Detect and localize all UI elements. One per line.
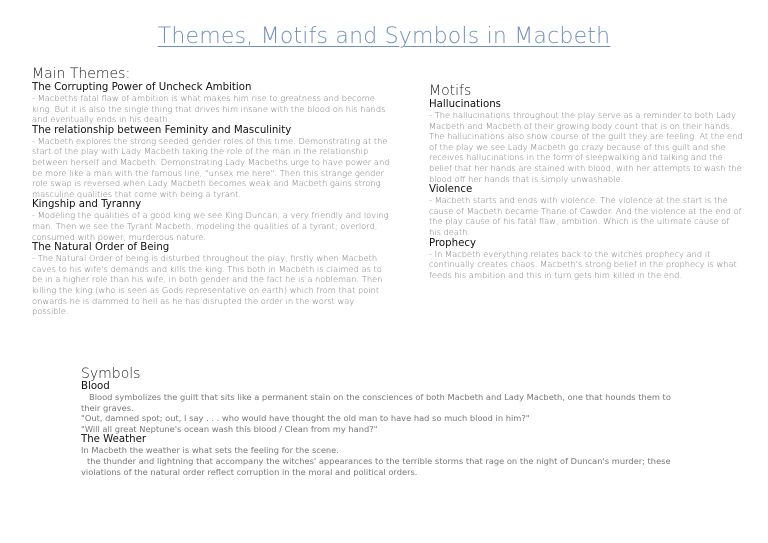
theme-title: The relationship between Feminity and Masculinity [32,124,292,136]
symbol-title: Blood [81,381,110,392]
motifs-column [429,99,743,280]
motif-title: Hallucinations [429,99,501,110]
theme-item-ambition [32,82,390,125]
motif-title: Violence [429,184,473,196]
page-title: Themes, Motifs and Symbols in Macbeth [157,24,611,49]
motif-body: - The hallucinations throughout the play serve as a reminder to both Lady Macbeth and Macbeth of their growing body count that is on their hands. The hallucinations also show course of the guilt they are feeling. At the end of the play we see Lady Macbeth go crazy because of this guilt and she receives hallucinations in the form of sleepwalking and talking and the belief that her hands are stained with blood, with her attempts to wash the blood off her hands that is simply unwashable. [429,110,743,184]
symbol-title: The Weather [81,434,147,446]
symbols-heading: Symbols [81,366,141,382]
motifs-heading: Motifs [429,83,472,99]
theme-body: - The Natural Order of being is disturbed throughout the play, firstly when Macbeth caves to his wife's demands and kills the king. This both in Macbeth is claimed as to be in a higher role than his wife, in both gender and the fact he is a nobleman. Then killing the king (who is seen as Gods representative on earth) which from that point onwards he is dammed to hell as he has disrupted the order in the worst way possible. [32,253,383,317]
symbols-column [81,381,681,477]
symbol-item-blood [81,381,681,434]
motif-item-violence [429,184,743,237]
theme-body: - Modeling the qualities of a good king we see King Duncan; a very friendly and loving man. Then we see the Tyrant Macbeth, modeling the qualities of a tyrant; overlord, consumed with power, murderous nature. [32,210,389,242]
motif-body: - In Macbeth everything relates back to the witches prophecy and it continually creates chaos. Macbeth's strong belief in the prophecy is what feeds his ambition and this in turn gets him killed in the end. [429,248,737,280]
theme-item-gender [32,125,390,200]
symbol-item-weather [81,434,681,477]
theme-title: The Natural Order of Being [32,242,170,254]
theme-body: - Macbeth explores the strong seeded gender roles of this time. Demonstrating at the start of the play with Lady Macbeth taking the role of the man in the relationship between herself and Macbeth. Demonstrating Lady Macbeths urge to have power and be more like a man with the famous line, "unsex me here". Then this strange gender role swap is reversed when Lady Macbeth becomes weak and Macbeth gains strong masculine qualities that come with being a tyrant. [32,135,390,199]
motif-item-hallucinations [429,99,743,184]
theme-item-kingship [32,199,390,242]
main-themes-column [32,82,390,317]
motif-item-prophecy [429,238,743,281]
symbol-line: the thunder and lightning that accompany the witches' appearances to the terrible storms that rage on the night of Duncan's murder; these violations of the natural order reflect corruption in the moral and political orders. [81,455,671,477]
symbol-quote: "Will all great Neptune's ocean wash this blood / Clean from my hand?" [81,423,378,434]
motif-title: Prophecy [429,237,476,249]
theme-body: - Macbeths fatal flaw of ambition is what makes him rise to greatness and become king. But it is also the single thing that drives him insane with the blood on his hands and eventually ends in his death. [32,93,386,125]
theme-item-natural-order [32,242,390,317]
symbol-line: In Macbeth the weather is what sets the feeling for the scene. [81,445,339,456]
main-themes-heading: Main Themes: [32,66,131,82]
symbol-quote: "Out, damned spot; out, I say . . . who would have thought the old man to have had so much blood in him?" [81,413,530,424]
motif-body: - Macbeth starts and ends with violence. The violence at the start is the cause of Macbeth became Thane of Cawdor. And the violence at the end of the play cause of his fatal flaw, ambition. Which is the ultimate cause of his death. [429,195,742,237]
symbol-line: Blood symbolizes the guilt that sits like a permanent stain on the consciences of both Macbeth and Lady Macbeth, one that hounds them to their graves. [81,392,671,413]
theme-title: Kingship and Tyranny [32,199,142,211]
theme-title: The Corrupting Power of Uncheck Ambition [32,82,252,93]
